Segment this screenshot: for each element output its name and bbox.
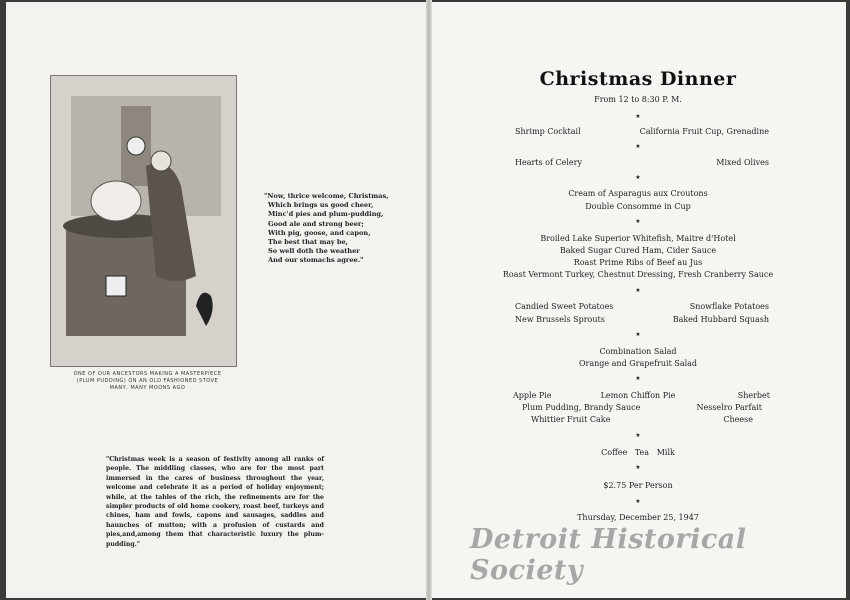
menu-item: Baked Hubbard Squash [672, 315, 769, 324]
star-divider: ★ [635, 143, 641, 150]
star-divider: ★ [635, 375, 641, 382]
menu-item: Plum Pudding, Brandy Sauce [522, 403, 641, 412]
star-divider: ★ [635, 287, 641, 294]
star-divider: ★ [635, 113, 641, 120]
star-divider: ★ [635, 331, 641, 338]
menu-item: Candied Sweet Potatoes [515, 302, 614, 311]
caption-line: ONE OF OUR ANCESTORS MAKING A MASTERPIECE [73, 371, 222, 377]
poem-line: Minc'd pies and plum-pudding, [268, 210, 384, 219]
menu-item: Hearts of Celery [515, 158, 582, 167]
poem [264, 192, 389, 266]
menu-item: Baked Sugar Cured Ham, Cider Sauce [559, 246, 717, 255]
menu-title: Christmas Dinner [539, 68, 737, 90]
poem-line: The best that may be, [268, 238, 348, 247]
star-divider: ★ [635, 498, 641, 505]
prose-quote: "Christmas week is a season of festivity among all ranks of people. The middling classes, who are for the most part immersed in the cares of business throughout the year, welcome and celebrate it as a period of holiday enjoyment; while, at the tables of the rich, the refinements are for the simpler products of old home cookery, roast beef, turkeys and chines, ham and fowls, capons and sausages, saddles and haunches of mutton; with a profusion of custards and pies,and,among them that characteristic luxury the plum-pudding." [106, 456, 324, 548]
menu-item: Double Consomme in Cup [585, 202, 691, 211]
poem-line: Good ale and strong beer; [268, 219, 364, 228]
watermark: Detroit Historical Society [470, 524, 747, 586]
star-divider: ★ [635, 432, 641, 439]
menu-item: Lemon Chiffon Pie [600, 391, 676, 400]
menu-item: California Fruit Cup, Grenadine [639, 127, 769, 136]
hours: From 12 to 8:30 P. M. [594, 95, 682, 104]
poem-line: Which brings us good cheer, [268, 201, 374, 210]
caption-line: MANY, MANY MOONS AGO [109, 385, 186, 391]
caption-line: (PLUM PUDDING) ON AN OLD FASHIONED STOVE [76, 378, 219, 384]
menu-item: Shrimp Cocktail [515, 127, 581, 136]
menu-item: Mixed Olives [716, 158, 769, 167]
menu-item: Roast Vermont Turkey, Chestnut Dressing, Fresh Cranberry Sauce [502, 270, 774, 279]
menu-item: Broiled Lake Superior Whitefish, Maitre d'Hotel [540, 234, 736, 243]
menu-item: Apple Pie [513, 391, 552, 400]
menu-item: Sherbet [737, 391, 770, 400]
menu-item: Combination Salad [599, 347, 677, 356]
plum-pudding-illustration [50, 75, 237, 367]
star-divider: ★ [635, 174, 641, 181]
star-divider: ★ [635, 464, 641, 471]
right-page [430, 2, 846, 598]
star-divider: ★ [635, 218, 641, 225]
illustration-caption [50, 371, 245, 392]
menu-item: Orange and Grapefruit Salad [578, 359, 698, 368]
price: $2.75 Per Person [603, 481, 673, 490]
menu-item: Nesselro Parfait [696, 403, 762, 412]
page-fold [426, 0, 432, 600]
menu-item: Roast Prime Ribs of Beef au Jus [573, 258, 703, 267]
poem-line: "Now, thrice welcome, Christmas, [264, 192, 389, 200]
menu-date: Thursday, December 25, 1947 [577, 513, 699, 522]
poem-line: With pig, goose, and capon, [268, 228, 371, 237]
beverages: Coffee Tea Milk [601, 448, 675, 457]
menu-item: Snowflake Potatoes [689, 302, 769, 311]
menu-item: Whittier Fruit Cake [531, 415, 611, 424]
menu-item: Cream of Asparagus aux Croutons [568, 189, 708, 198]
poem-line: So well doth the weather [268, 247, 360, 256]
poem-line: And our stomachs agree." [268, 256, 364, 265]
menu-item: Cheese [723, 415, 753, 424]
menu-item: New Brussels Sprouts [515, 315, 605, 324]
